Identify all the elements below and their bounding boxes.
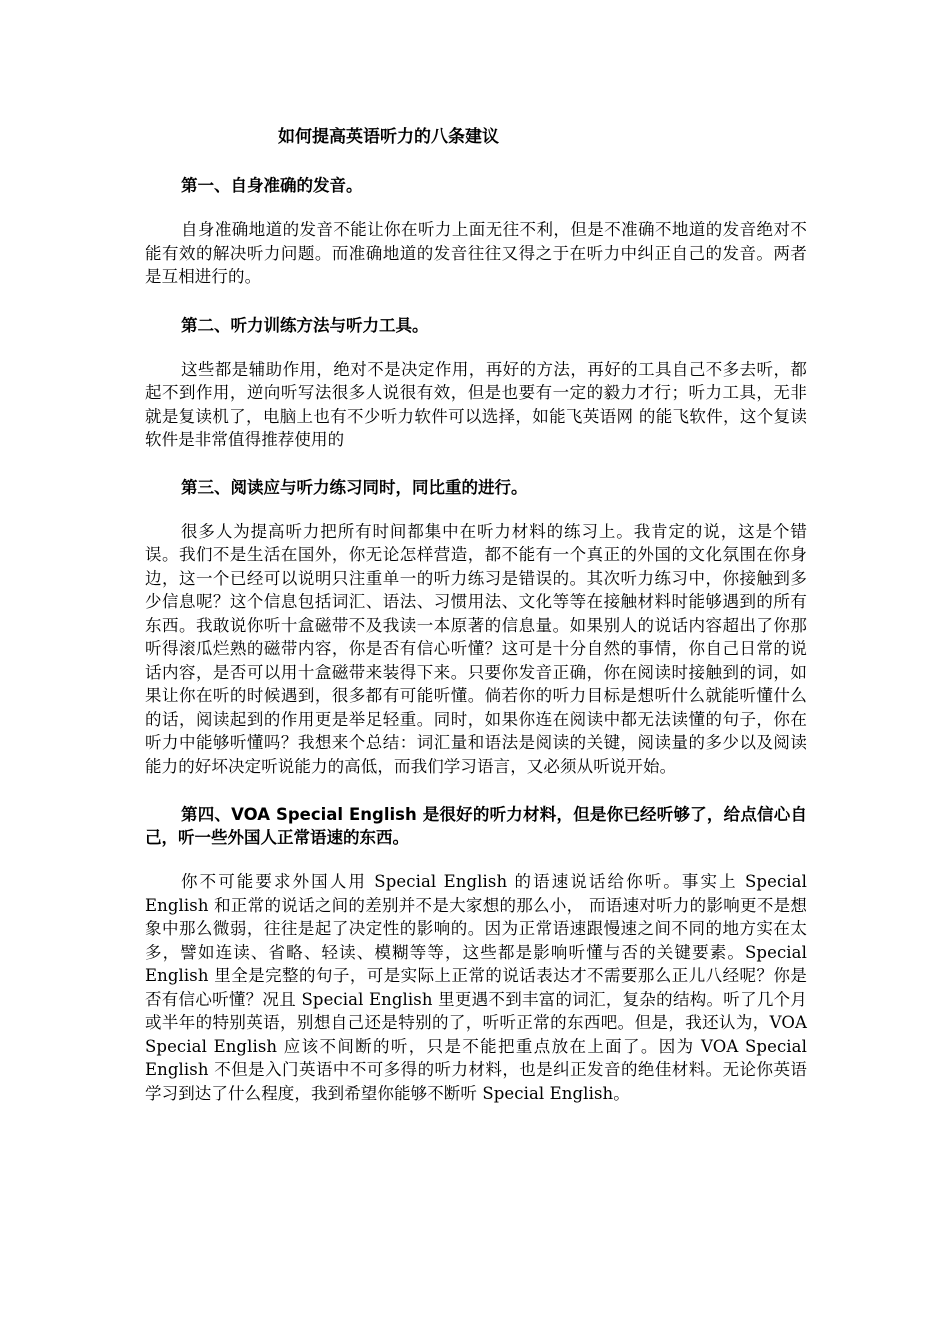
section-paragraph: 这些都是辅助作用，绝对不是决定作用，再好的方法，再好的工具自己不多去听，都起不到作用，逆向听写法很多人说很有效，但是也要有一定的毅力才行；听力工具，无非就是复读机了，电脑上也有不少听力软件可以选择，如能飞英语网 的能飞软件，这个复读软件是非常值得推荐使用的 <box>145 359 807 449</box>
section-4 <box>145 803 807 1105</box>
document-title: 如何提高英语听力的八条建议 <box>278 127 499 147</box>
section-3 <box>145 476 807 779</box>
section-heading: 第一、自身准确的发音。 <box>181 176 363 195</box>
section-paragraph: 自身准确地道的发音不能让你在听力上面无往不利，但是不准确不地道的发音绝对不能有效的解决听力问题。而准确地道的发音往往又得之于在听力中纠正自己的发音。两者是互相进行的。 <box>145 220 807 286</box>
section-1 <box>145 174 807 289</box>
section-heading: 第三、阅读应与听力练习同时，同比重的进行。 <box>181 477 528 497</box>
section-heading: 第二、听力训练方法与听力工具。 <box>181 315 429 335</box>
section-2 <box>145 314 807 452</box>
document-page <box>145 124 807 1130</box>
section-heading: 第四、VOA Special English 是很好的听力材料，但是你已经听够了，给点信心自己，听一些外国人正常语速的东西。 <box>145 805 807 847</box>
section-paragraph: 很多人为提高听力把所有时间都集中在听力材料的练习上。我肯定的说，这是个错误。我们不是生活在国外，你无论怎样营造，都不能有一个真正的外国的文化氛围在你身边，这一个已经可以说明只注重单一的听力练习是错误的。其次听力练习中，你接触到多少信息呢？这个信息包括词汇、语法、习惯用法、文化等等在接触材料时能够遇到的所有东西。我敢说你听十盒磁带不及我读一本原著的信息量。如果别人的说话内容超出了你那听得滚瓜烂熟的磁带内容，你是否有信心听懂？这可是十分自然的事情，你自己日常的说话内容，是否可以用十盒磁带来装得下来。只要你发音正确，你在阅读时接触到的词，如果让你在听的时候遇到，很多都有可能听懂。倘若你的听力目标是想听什么就能听懂什么的话，阅读起到的作用更是举足轻重。同时，如果你连在阅读中都无法读懂的句子，你在听力中能够听懂吗？我想来个总结：词汇量和语法是阅读的关键，阅读量的多少以及阅读能力的好坏决定听说能力的高低，而我们学习语言，又必须从听说开始。 <box>145 521 807 776</box>
section-paragraph: 你不可能要求外国人用 Special English 的语速说话给你听。事实上 Special English 和正常的说话之间的差别并不是大家想的那么小， 而语速对听力的影响更不是想象中那么微弱，往往是起了决定性的影响的。因为正常语速跟慢速之间不同的地方实在太多，譬如连读、省略、轻读、模糊等等，这些都是影响听懂与否的关键要素。Special English 里全是完整的句子，可是实际上正常的说话表达才不需要那么正儿八经呢？你是否有信心听懂？况且 Special English 里更遇不到丰富的词汇，复杂的结构。听了几个月或半年的特别英语，别想自己还是特别的了，听听正常的东西吧。但是，我还认为，VOA Special English 应该不间断的听，只是不能把重点放在上面了。因为 VOA Special English 不但是入门英语中不可多得的听力材料，也是纠正发音的绝佳材料。无论你英语学习到达了什么程度，我到希望你能够不断听 Special English。 <box>145 872 807 1103</box>
